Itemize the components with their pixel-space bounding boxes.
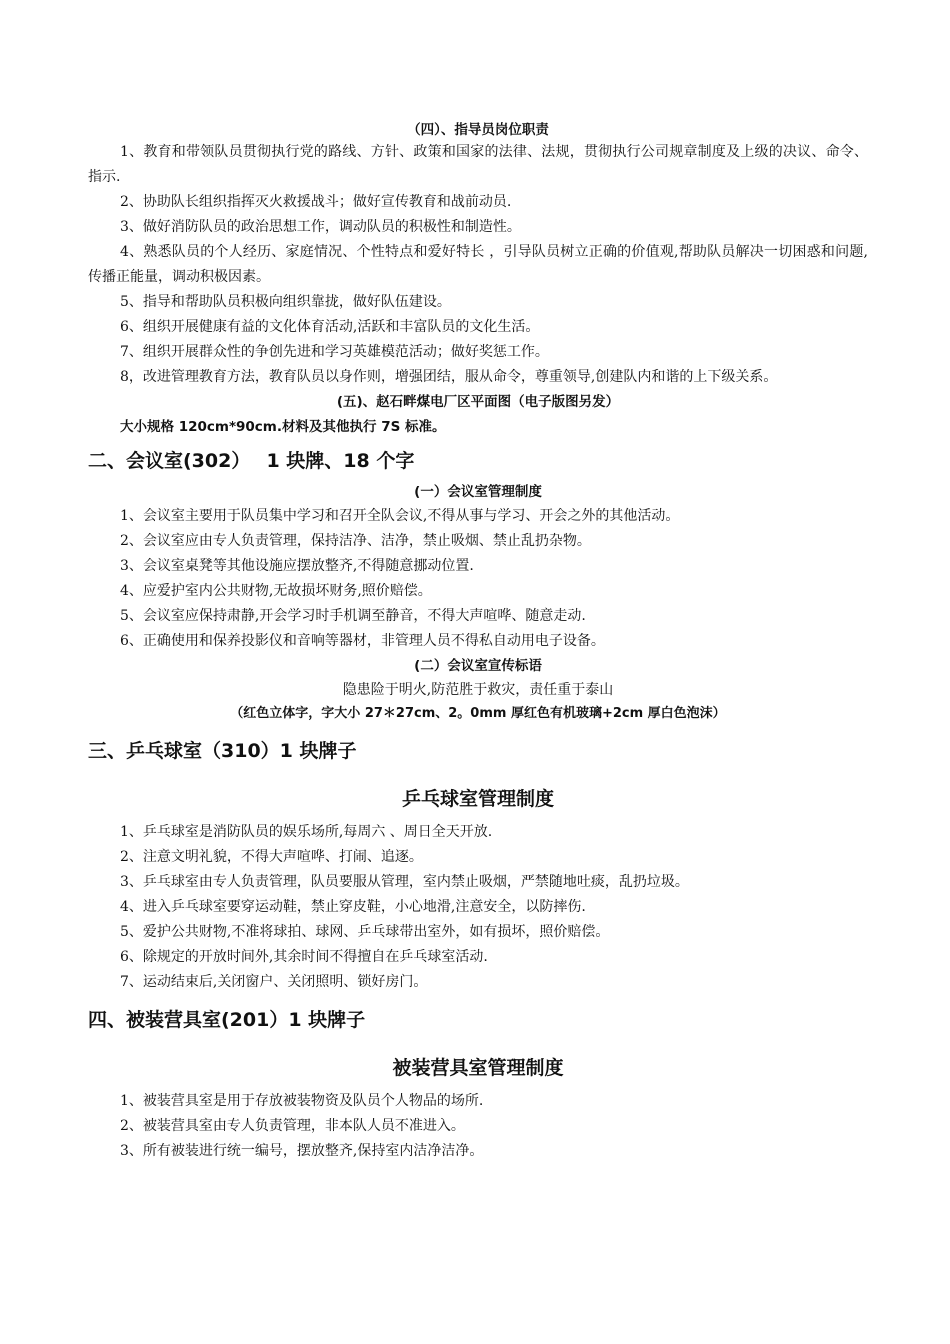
list-item: 6、除规定的开放时间外,其余时间不得擅自在乒乓球室活动.	[120, 949, 488, 965]
pingpong-rules-title: 乒乓球室管理制度	[401, 788, 554, 810]
list-item: 6、正确使用和保养投影仪和音响等器材，非管理人员不得私自动用电子设备。	[120, 633, 605, 649]
slogan-text: 隐患险于明火,防范胜于救灾，责任重于泰山	[342, 682, 614, 698]
slogan-note: （红色立体字，字大小 27＊27cm、2。0mm 厚红色有机玻璃+2cm 厚白色泡沫）	[230, 706, 726, 721]
list-item: 7、运动结束后,关闭窗户、关闭照明、锁好房门。	[120, 974, 428, 990]
list-item: 3、会议室桌凳等其他设施应摆放整齐,不得随意挪动位置.	[120, 558, 474, 574]
list-item: 2、注意文明礼貌，不得大声喧哗、打闹、追逐。	[120, 849, 423, 865]
list-item: 8，改进管理教育方法，教育队员以身作则，增强团结，服从命令，尊重领导,创建队内和谐的上下级关系。	[120, 369, 778, 385]
list-item: 4、进入乒乓球室要穿运动鞋，禁止穿皮鞋，小心地滑,注意安全，以防摔伤.	[120, 899, 586, 915]
spec-line: 大小规格 120cm*90cm.材料及其他执行 7S 标准。	[120, 419, 446, 435]
section-title-bedding-room: 四、被装营具室(201）1 块牌子	[88, 1009, 366, 1031]
list-item: 2、协助队长组织指挥灭火救援战斗；做好宣传教育和战前动员.	[120, 194, 512, 210]
subheading-meeting-rules: (一）会议室管理制度	[414, 484, 542, 500]
list-item: 1、被装营具室是用于存放被装物资及队员个人物品的场所.	[120, 1093, 484, 1109]
list-item: 4、熟悉队员的个人经历、家庭情况、个性特点和爱好特长 ，引导队员树立正确的价值观,帮助队员解决一切困惑和问题,传播正能量，调动积极因素。	[88, 244, 868, 285]
list-item: 2、被装营具室由专人负责管理，非本队人员不准进入。	[120, 1118, 465, 1134]
section-heading-duties: （四）、指导员岗位职责	[407, 122, 549, 138]
list-item: 3、做好消防队员的政治思想工作，调动队员的积极性和制造性。	[120, 219, 521, 235]
section-title-pingpong-room: 三、乒乓球室（310）1 块牌子	[88, 740, 357, 762]
subheading-meeting-slogan: (二）会议室宣传标语	[414, 658, 542, 674]
list-item: 5、指导和帮助队员积极向组织靠拢，做好队伍建设。	[120, 294, 451, 310]
document-body	[88, 120, 868, 1164]
section-title-meeting-room: 二、会议室(302） 1 块牌、18 个字	[88, 450, 415, 472]
list-item: 2、会议室应由专人负责管理，保持洁净、洁净，禁止吸烟、禁止乱扔杂物。	[120, 533, 591, 549]
list-item: 1、教育和带领队员贯彻执行党的路线、方针、政策和国家的法律、法规，贯彻执行公司规章制度及上级的决议、命令、指示.	[88, 144, 868, 185]
list-item: 3、所有被装进行统一编号，摆放整齐,保持室内洁净洁净。	[120, 1143, 484, 1159]
list-item: 1、会议室主要用于队员集中学习和召开全队会议,不得从事与学习、开会之外的其他活动。	[120, 508, 680, 524]
list-item: 4、应爱护室内公共财物,无故损坏财务,照价赔偿。	[120, 583, 432, 599]
list-item: 1、乒乓球室是消防队员的娱乐场所,每周六 、周日全天开放.	[120, 824, 493, 840]
list-item: 5、爱护公共财物,不准将球拍、球网、乒乓球带出室外，如有损坏，照价赔偿。	[120, 924, 610, 940]
list-item: 6、组织开展健康有益的文化体育活动,活跃和丰富队员的文化生活。	[120, 319, 540, 335]
list-item: 3、乒乓球室由专人负责管理，队员要服从管理，室内禁止吸烟，严禁随地吐痰，乱扔垃圾。	[120, 874, 689, 890]
section-heading-plan: (五)、赵石畔煤电厂区平面图（电子版图另发）	[336, 394, 620, 410]
list-item: 5、会议室应保持肃静,开会学习时手机调至静音，不得大声喧哗、随意走动.	[120, 608, 586, 624]
bedding-rules-title: 被装营具室管理制度	[392, 1057, 564, 1079]
list-item: 7、组织开展群众性的争创先进和学习英雄模范活动；做好奖惩工作。	[120, 344, 549, 360]
